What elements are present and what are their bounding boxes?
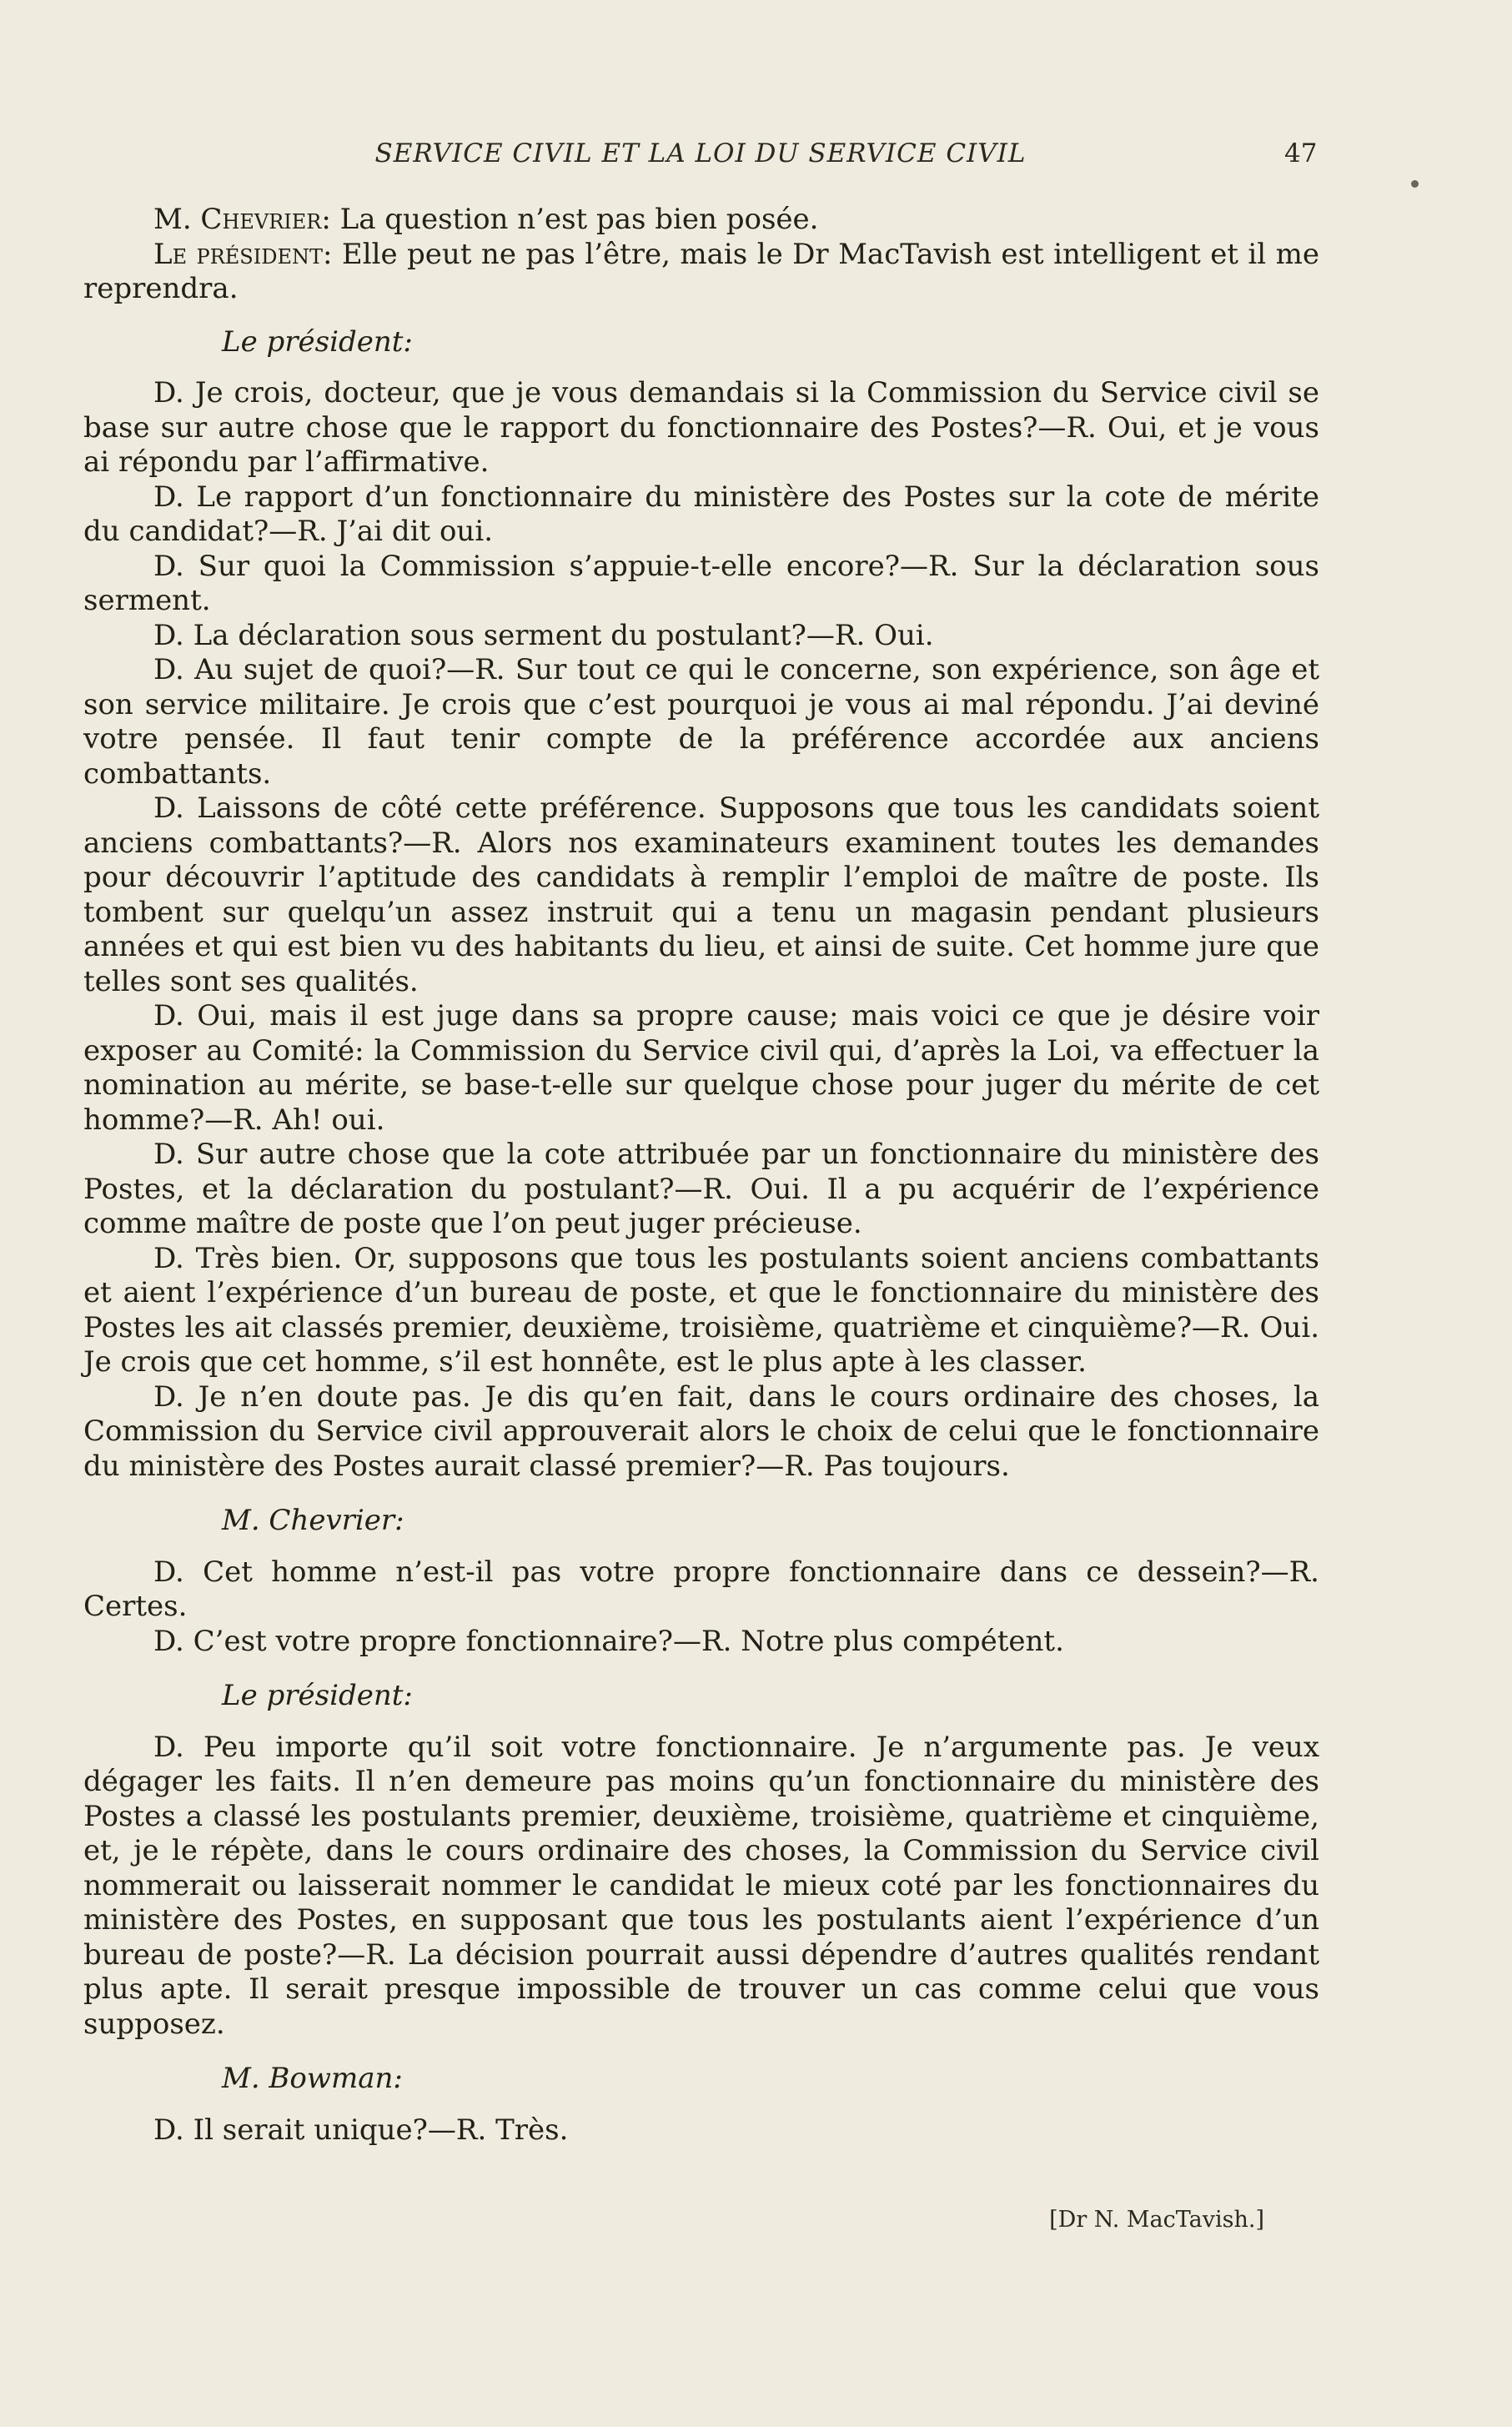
question-answer-paragraph: D. Au sujet de quoi?—R. Sur tout ce qui le concerne, son expérience, son âge et son service militaire. Je crois que c’est pourquoi je vous ai mal répondu. J’ai deviné votre pensée. Il faut tenir compte de la préférence accordée aux anciens combattants. (83, 653, 1319, 791)
speaker-heading: Le président: (222, 1679, 413, 1712)
question-answer-paragraph: D. Il serait unique?—R. Très. (153, 2113, 569, 2147)
page-number: 47 (1284, 138, 1318, 168)
speaker-name: Le président: (153, 237, 333, 271)
question-answer-paragraph: D. Sur autre chose que la cote attribuée par un fonctionnaire du ministère des Postes, et la déclaration du postulant?—R. Oui. Il a pu acquérir de l’expérience comme maître de poste que l’on peut juger précieuse. (83, 1138, 1319, 1240)
question-answer-paragraph: D. Cet homme n’est-il pas votre propre fonctionnaire dans ce dessein?—R. Certes. (83, 1555, 1319, 1623)
speech-paragraph (83, 238, 1319, 307)
running-header: SERVICE CIVIL ET LA LOI DU SERVICE CIVIL (374, 138, 1027, 168)
question-answer-paragraph: D. Laissons de côté cette préférence. Supposons que tous les candidats soient anciens combattants?—R. Alors nos examinateurs examinent toutes les demandes pour découvrir l’aptitude des candidats à remplir l’emploi de maître de poste. Ils tombent sur quelqu’un assez instruit qui a tenu un magasin pendant plusieurs années et qui est bien vu des habitants du lieu, et ainsi de suite. Cet homme jure que telles sont ses qualités. (83, 791, 1319, 998)
question-answer-paragraph: D. Oui, mais il est juge dans sa propre cause; mais voici ce que je désire voir exposer au Comité: la Commission du Service civil qui, d’après la Loi, va effectuer la nomination au mérite, se base-t-elle sur quelque chose pour juger du mérite de cet homme?—R. Ah! oui. (83, 999, 1319, 1137)
question-answer-paragraph: D. La déclaration sous serment du postulant?—R. Oui. (153, 618, 934, 652)
speech-text: La question n’est pas bien posée. (339, 203, 819, 236)
question-answer-paragraph: D. Le rapport d’un fonctionnaire du ministère des Postes sur la cote de mérite du candidat?—R. J’ai dit oui. (83, 480, 1319, 548)
question-answer-paragraph: D. Sur quoi la Commission s’appuie-t-elle encore?—R. Sur la déclaration sous serment. (83, 549, 1319, 617)
question-answer-paragraph: D. Je crois, docteur, que je vous demandais si la Commission du Service civil se base sur autre chose que le rapport du fonctionnaire des Postes?—R. Oui, et je vous ai répondu par l’affirmative. (83, 376, 1319, 479)
question-answer-paragraph: D. Je n’en doute pas. Je dis qu’en fait, dans le cours ordinaire des choses, la Commission du Service civil approuverait alors le choix de celui que le fonctionnaire du ministère des Postes aurait classé premier?—R. Pas toujours. (83, 1379, 1319, 1483)
speaker-heading: M. Bowman: (222, 2062, 403, 2095)
transcript-body (83, 203, 1319, 2148)
witness-signature: [Dr N. MacTavish.] (1049, 2207, 1264, 2233)
speech-paragraph (83, 203, 1319, 238)
speaker-name: M. Chevrier: (153, 203, 331, 236)
speaker-heading: M. Chevrier: (222, 1504, 404, 1537)
question-answer-paragraph: D. Peu importe qu’il soit votre fonctionnaire. Je n’argumente pas. Je veux dégager les faits. Il n’en demeure pas moins qu’un fonctionnaire du ministère des Postes a classé les postulants premier, deuxième, troisième, quatrième et cinquième, et, je le répète, dans le cours ordinaire des choses, la Commission du Service civil nommerait ou laisserait nommer le candidat le mieux coté par les fonctionnaires du ministère des Postes, en supposant que tous les postulants aient l’expérience d’un bureau de poste?—R. La décision pourrait aussi dépendre d’autres qualités rendant plus apte. Il serait presque impossible de trouver un cas comme celui que vous supposez. (83, 1730, 1319, 2041)
speaker-heading: Le président: (222, 324, 413, 359)
margin-dot (1411, 180, 1419, 188)
question-answer-paragraph: D. C’est votre propre fonctionnaire?—R. Notre plus compétent. (153, 1624, 1064, 1658)
speech-text: Elle peut ne pas l’être, mais le Dr MacTavish est intelligent et il me reprendra. (83, 237, 1319, 305)
question-answer-paragraph: D. Très bien. Or, supposons que tous les postulants soient anciens combattants et aient l’expérience d’un bureau de poste, et que le fonctionnaire du ministère des Postes les ait classés premier, deuxième, troisième, quatrième et cinquième?—R. Oui. Je crois que cet homme, s’il est honnête, est le plus apte à les classer. (83, 1241, 1319, 1379)
